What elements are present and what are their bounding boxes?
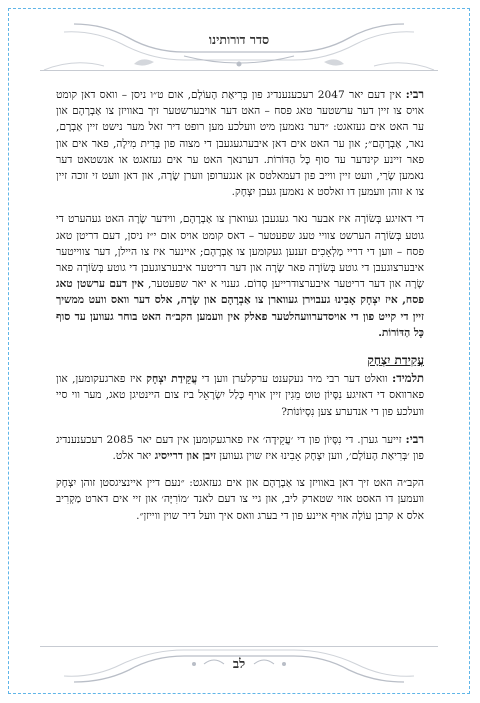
paragraph-text: זייער גערן. די נִסָּיוֹן פון די ׳עֲקֵידָה׳ איז פארגעקומען אין דעם יאר 2085 רעכענענדיג פון ׳בְּרִיאַת הָעוֹלָם׳, ווען יִצְחָק אָבִינוּ איז שוין געווען	[56, 433, 424, 463]
paragraph-text: אין דעם יאר 2047 רעכענענדיג פון בְּרִיאַת הָעוֹלָם, אום ט״ו ניסן – וואס דאן קומט אויס צו זיין דער ערשטער טאג פסח – האט דער אויבערשטער זיך באוויזן צו אַבְרָהָם און ער האט אים געזאגט: ״דער נאמען מיט וועלכע מען רופט דיר זאל מער נישט זיין אַבְרָם, נאר, אַבְרָהָם״; און ער האט אים דאן איבערגעגעבן די מצוה פון בְּרִית מִילָה, פאר אים און פאר זיינע קינדער עד סוף כָּל הַדּוֹרוֹת. דערנאך האט ער אים געזאגט או אנשטאט דער נאמען שָׂרַי, וועט זיין ווייב פון דעמאלטס אן אנגערופן ווערן שָׂרָה, און דאן וועט זי זוכה זיין צו א זוהן וועמען דו זאלסט א נאמען געבן יִצְחָק.	[56, 89, 424, 199]
emphasized-text: אין דעם ערשטן טאג פסח, איז יִצְחָק אָבִינוּ געבוירן געווארן צו אַבְרָהָם און שָׂרָה, אלס דער וואס וועט ממשיך זיין די קייט פון די אויסדערוועהלטער פאלק אין וועמען הקב״ה האט בוחר געווען עד סוף כָּל הַדּוֹרוֹת.	[56, 278, 424, 339]
document-body	[56, 86, 424, 535]
speaker-label: רבי:	[405, 87, 425, 101]
paragraph-text: יאר אלט.	[112, 450, 152, 463]
speaker-label: רבי:	[405, 431, 424, 446]
paragraph-3	[56, 370, 424, 420]
emphasized-text: זיבן און דרייסיג	[154, 450, 217, 463]
page	[14, 14, 464, 688]
paragraph-5	[56, 475, 424, 524]
paragraph-4	[56, 431, 424, 464]
paragraph-text: הקב״ה האט זיך דאן באוויזן צו אַבְרָהָם און אים געזאגט: ״נעם דיין איינציגסטן זוהן יִצְחָק וועמען דו האסט אזוי שטארק ליב, און גיי צו דעם לאנד ׳מוֹרִיָּה׳ און זיי אים דארט מַקְרִיב אלס א קרבן עוֹלָה אויף איינע פון די בערג וואס איך וועל דיר שוין ווייזן״.	[56, 477, 424, 522]
paragraph-text: די דאזיגע בְּשׂוֹרָה איז אבער נאר געגעבן געווארן צו אַבְרָהָם, ווידער שָׂרָה האט געהערט די גוטע בְּשׂוֹרָה הערשט צוויי טעג שפעטער – דאס קומט אויס אום י״ז ניסן, דעם דריטן טאג פסח – ווען די דריי מַלְאָכִים זענען געקומען צו אַבְרָהָם; איינער איז צו היילן, דער צווייטער איבערצוגעבן די גוטע בְּשׂוֹרָה פאר שָׂרָה און דער דריטער איבערצוגעבן די גוטע בְּשׂוֹרָה פאר שָׂרָה און דער דריטער איבערצודרייען סְדוֹם. גענוי א יאר שפעטער,	[56, 213, 424, 291]
paragraph-text: איז פארגעקומען, און פארוואס די דאזיגע נִסָּיוֹן טוט מֵגִין זיין אויף כְּלַל יִשְׂרָאֵל ביז צום היינטיגן טאג, מער ווי סיי וועלכע פון די אנדערע צען נִסְיוֹנוֹת?	[56, 373, 424, 418]
page-footer	[34, 638, 444, 688]
paragraph-2	[56, 211, 424, 341]
book-title: סדר דורותינו	[208, 32, 270, 47]
page-number: לב	[232, 657, 246, 672]
section-heading: עֲקֵידַת יִצְחָק	[367, 353, 424, 368]
paragraph-text: וואלט דער רבי מיר געקענט ערקלערן ווען די	[201, 373, 388, 386]
header-rule	[40, 70, 438, 71]
page-header	[34, 18, 444, 74]
paragraph-1	[56, 86, 424, 200]
emphasized-text: עֲקֵידַת יִצְחָק	[146, 373, 198, 386]
speaker-label: תלמיד:	[392, 371, 425, 386]
